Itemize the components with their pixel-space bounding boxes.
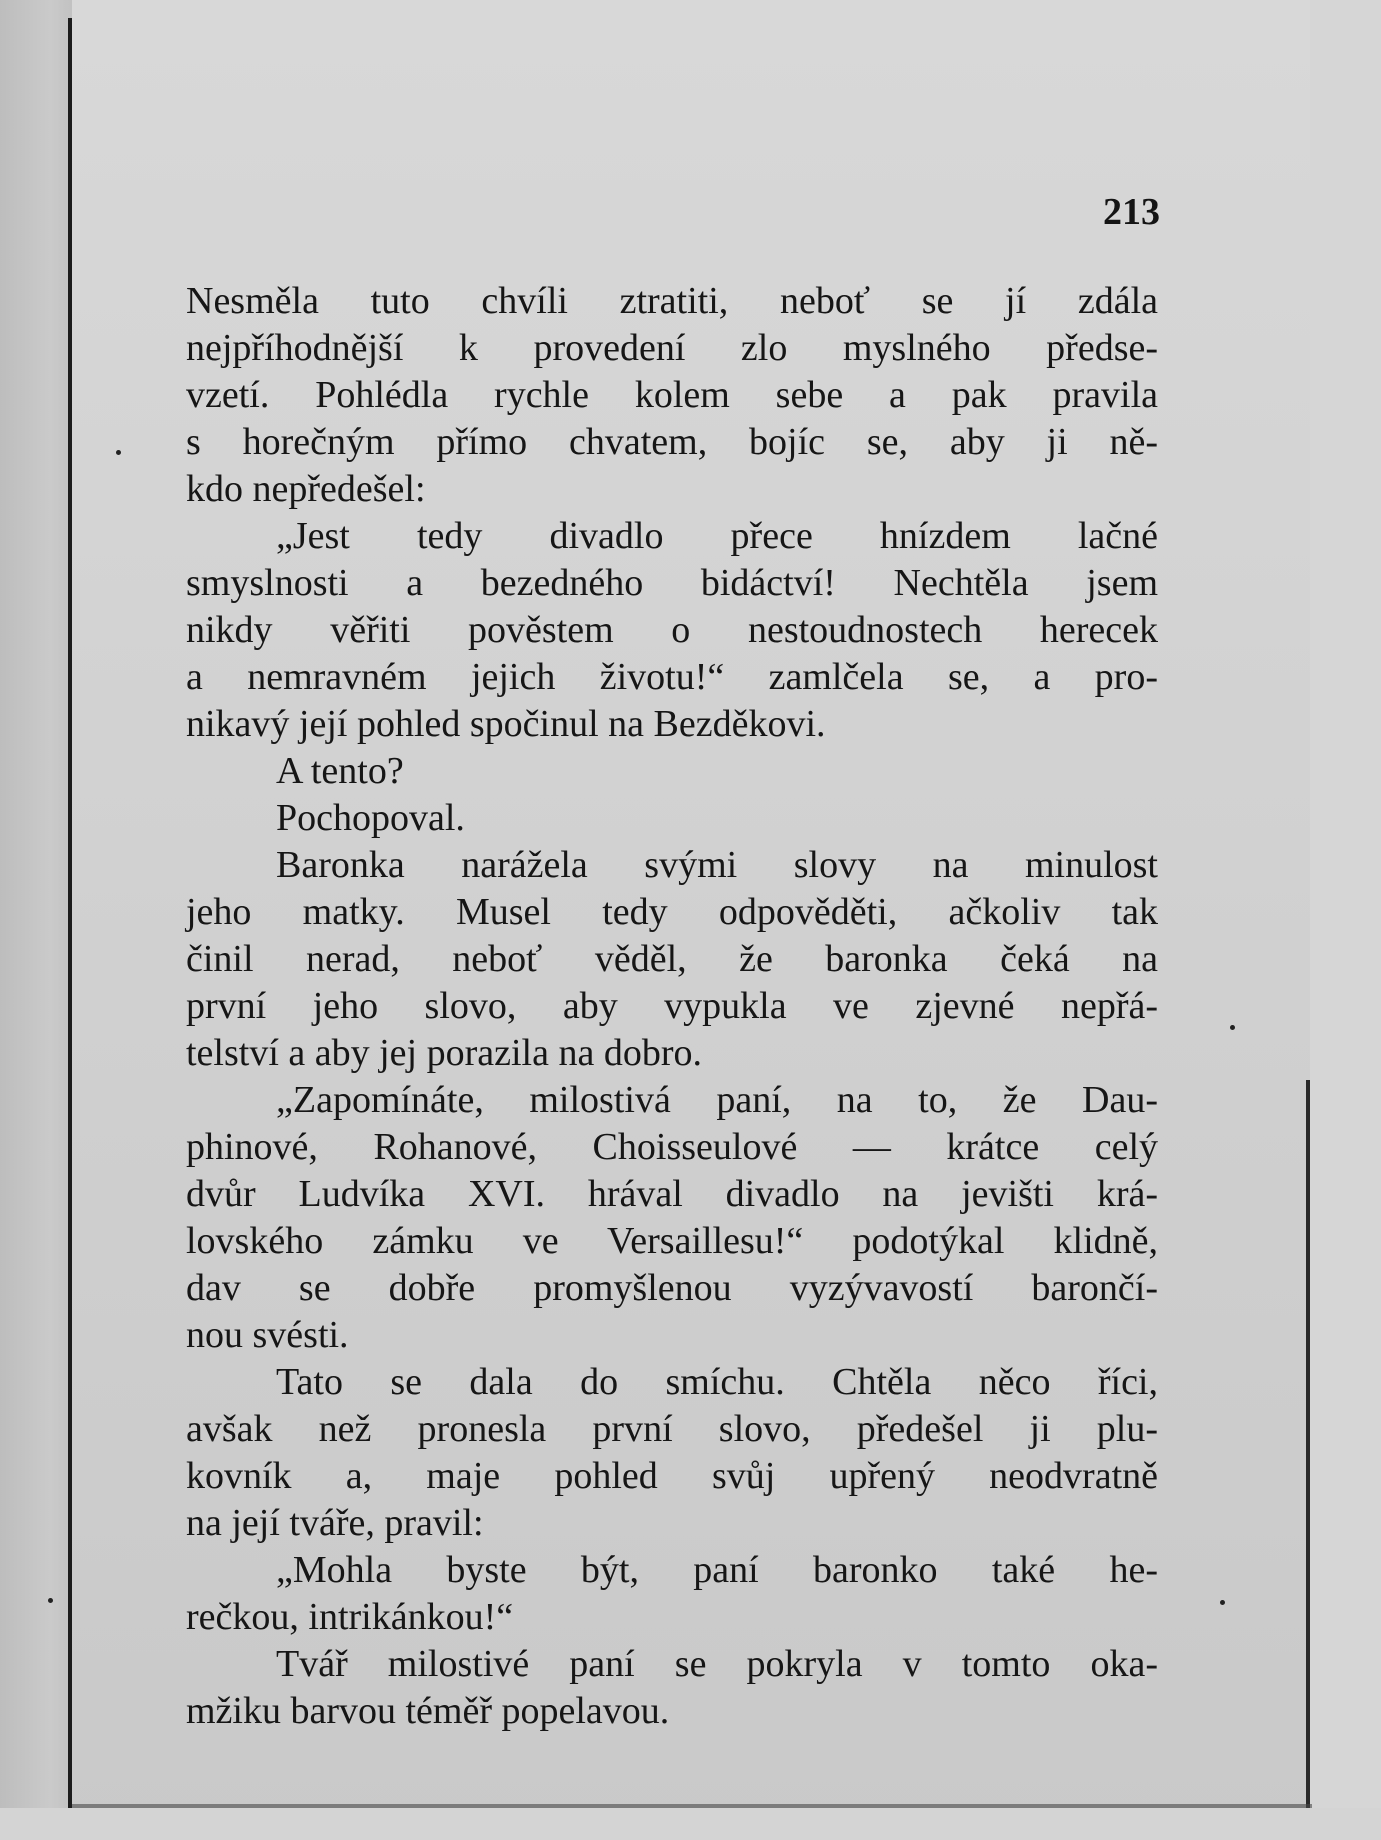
text-line: nejpříhodnější k provedení zlo myslného předse-	[186, 327, 1158, 369]
text-line: lovského zámku ve Versaillesu!“ podotýkal klidně,	[186, 1220, 1158, 1262]
text-line: telství a aby jej porazila na dobro.	[186, 1032, 702, 1074]
right-margin-strip	[1310, 0, 1381, 1840]
text-line: Tato se dala do smíchu. Chtěla něco říci,	[276, 1361, 1158, 1403]
text-line: dvůr Ludvíka XVI. hrával divadlo na jevišti krá-	[186, 1173, 1158, 1215]
text-line: A tento?	[276, 750, 404, 792]
text-line: „Mohla byste být, paní baronko také he-	[276, 1549, 1158, 1591]
text-line: nou svésti.	[186, 1314, 349, 1356]
text-line: kdo nepředešel:	[186, 468, 426, 510]
text-line: první jeho slovo, aby vypukla ve zjevné nepřá-	[186, 985, 1158, 1027]
facing-page-edge	[0, 0, 72, 1840]
text-line: Pochopoval.	[276, 797, 465, 839]
page-number: 213	[1103, 191, 1160, 233]
text-line: rečkou, intrikánkou!“	[186, 1596, 514, 1638]
ink-speck	[48, 1598, 53, 1603]
text-line: Tvář milostivé paní se pokryla v tomto oka-	[276, 1643, 1158, 1685]
text-line: nikavý její pohled spočinul na Bezděkovi.	[186, 703, 826, 745]
text-line: činil nerad, neboť věděl, že baronka čeká na	[186, 938, 1158, 980]
text-line: phinové, Rohanové, Choisseulové — krátce celý	[186, 1126, 1158, 1168]
body-text	[186, 278, 1158, 1735]
text-line: „Jest tedy divadlo přece hnízdem lačné	[276, 515, 1158, 557]
book-spine-line	[68, 18, 72, 1808]
ink-speck	[116, 450, 121, 455]
text-line: Baronka narážela svými slovy na minulost	[276, 844, 1158, 886]
text-line: jeho matky. Musel tedy odpověděti, ačkoliv tak	[186, 891, 1158, 933]
text-line: s horečným přímo chvatem, bojíc se, aby ji ně-	[186, 421, 1158, 463]
page-right-edge-line	[1306, 1080, 1310, 1840]
ink-speck	[1220, 1600, 1225, 1605]
bottom-margin-strip	[0, 1808, 1381, 1840]
text-line: smyslnosti a bezedného bidáctví! Nechtěla jsem	[186, 562, 1158, 604]
page-bottom-edge-line	[72, 1804, 1312, 1808]
text-line: „Zapomínáte, milostivá paní, na to, že Dau-	[276, 1079, 1158, 1121]
text-line: na její tváře, pravil:	[186, 1502, 484, 1544]
text-line: vzetí. Pohlédla rychle kolem sebe a pak pravila	[186, 374, 1158, 416]
text-line: a nemravném jejich životu!“ zamlčela se, a pro-	[186, 656, 1158, 698]
text-line: kovník a, maje pohled svůj upřený neodvratně	[186, 1455, 1158, 1497]
text-line: Nesměla tuto chvíli ztratiti, neboť se jí zdála	[186, 280, 1158, 322]
ink-speck	[1230, 1025, 1235, 1030]
text-line: mžiku barvou téměř popelavou.	[186, 1690, 670, 1732]
text-line: dav se dobře promyšlenou vyzývavostí barončí-	[186, 1267, 1158, 1309]
text-line: nikdy věřiti pověstem o nestoudnostech herecek	[186, 609, 1158, 651]
text-line: avšak než pronesla první slovo, předešel ji plu-	[186, 1408, 1158, 1450]
